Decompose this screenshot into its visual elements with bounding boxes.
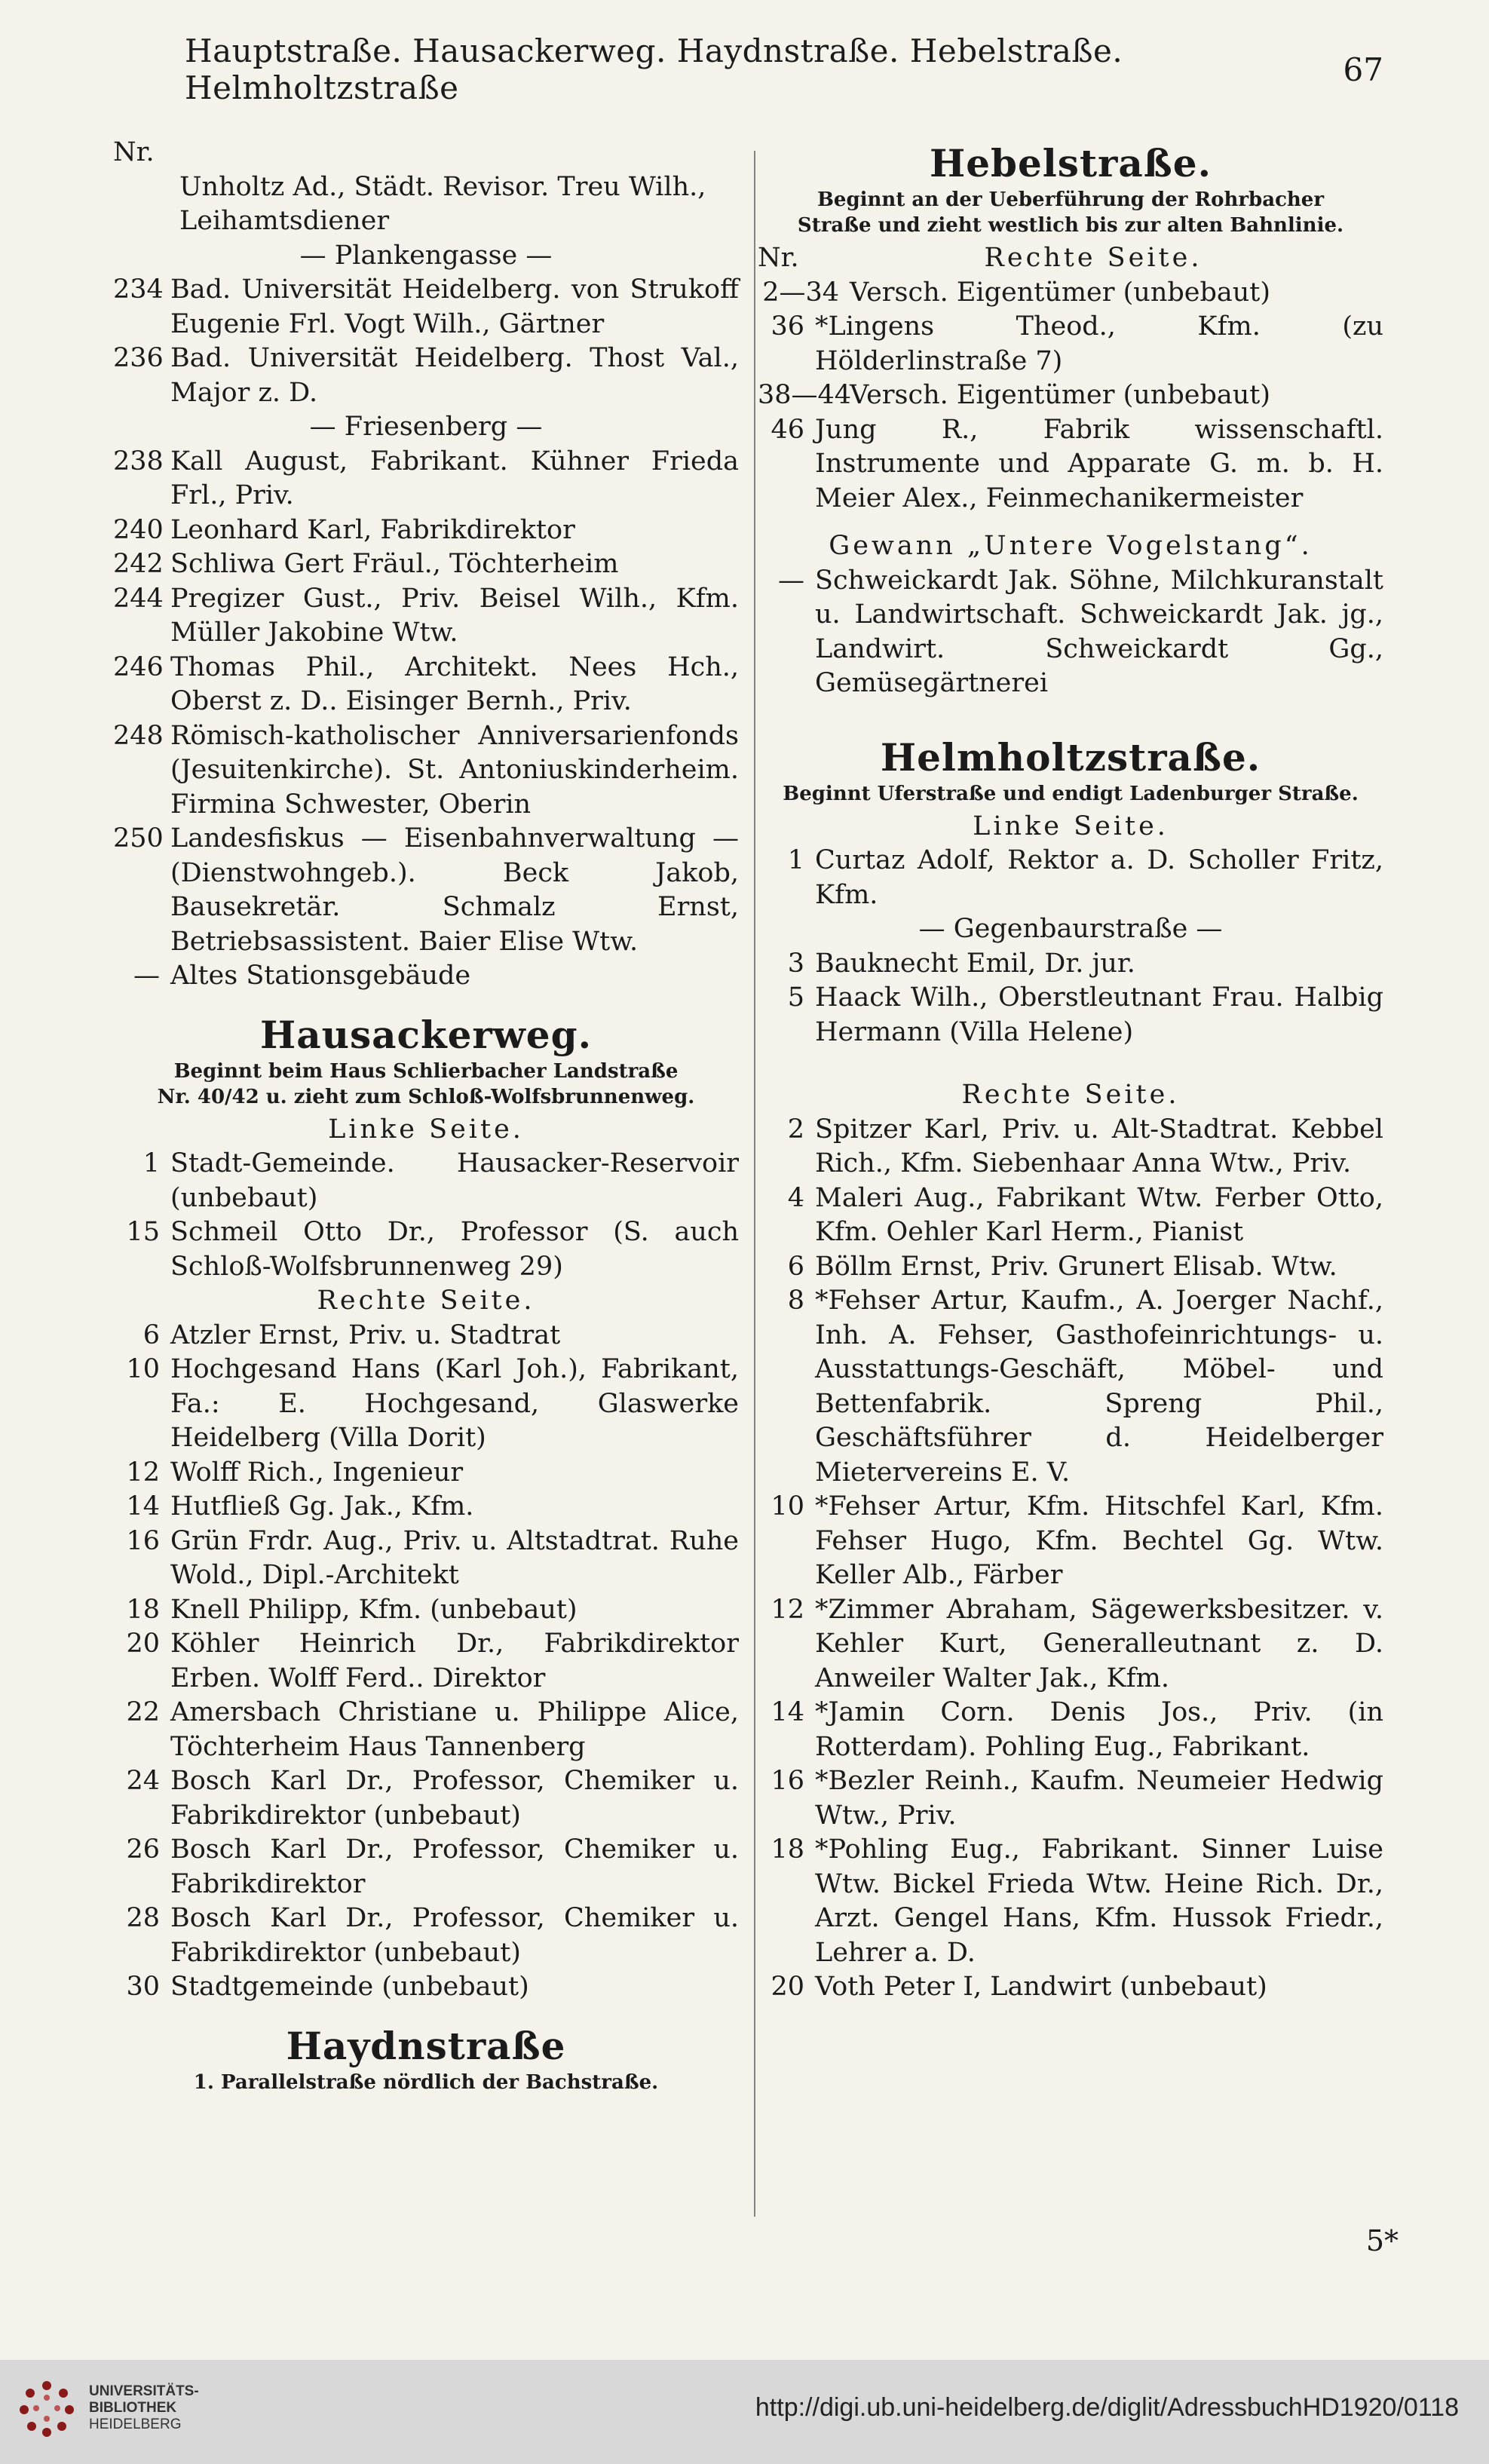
entry-30 (113, 1970, 739, 2005)
viewer-footer (0, 2360, 1489, 2464)
entry-18 (758, 1833, 1383, 1970)
entry-1 (113, 1147, 739, 1215)
library-name-line: UNIVERSITÄTS- (89, 2383, 199, 2399)
entry-text: Schweickardt Jak. Söhne, Milchkuranstalt u. Landwirtschaft. Schweickardt Jak. jg., Landwirt. Schweickardt Gg., Gemüsegärtnerei (815, 565, 1383, 698)
entry-38-44 (758, 378, 1383, 413)
entry-20 (113, 1627, 739, 1696)
entry-1 (758, 844, 1383, 912)
side-label: Rechte Seite. (984, 243, 1203, 273)
entry-10 (113, 1353, 739, 1456)
library-name-line: BIBLIOTHEK (89, 2400, 177, 2416)
cross-street: — Friesenberg — (309, 412, 543, 442)
entry-16 (113, 1525, 739, 1593)
entry-234 (113, 273, 739, 342)
entry-text: Stadtgemeinde (unbebaut) (170, 1972, 529, 2002)
entry-22 (113, 1696, 739, 1764)
house-number: 2 (787, 1114, 804, 1145)
entry-text: Jung R., Fabrik wissenschaftl. Instrumente und Apparate G. m. b. H. Meier Alex., Feinmechanikermeister (815, 414, 1383, 513)
entry-text: Atzler Ernst, Priv. u. Stadtrat (170, 1319, 561, 1350)
house-number: 12 (771, 1594, 804, 1625)
house-number: 2—34 (762, 277, 839, 308)
entry-text: Versch. Eigentümer (unbebaut) (850, 380, 1271, 410)
entry-4 (758, 1181, 1383, 1250)
entry-text: Schliwa Gert Fräul., Töchterheim (170, 549, 619, 579)
entry-12 (758, 1593, 1383, 1696)
entry-text: *Fehser Artur, Kaufm., A. Joerger Nachf., Inh. A. Fehser, Gasthofeinrichtungs- u. Ausstattungs-Geschäft, Möbel- und Bettenfabrik. Spreng Phil., Geschäftsführer d. Heidelberger Mietervereins E. V. (815, 1286, 1383, 1488)
library-name-line: HEIDELBERG (89, 2416, 182, 2432)
running-title: Hauptstraße. Hausackerweg. Haydnstraße. Hebelstraße. Helmholtzstraße (185, 32, 1123, 106)
entry-text: Hochgesand Hans (Karl Joh.), Fabrikant, Fa.: E. Hochgesand, Glaswerke Heidelberg (Villa Dorit) (170, 1354, 739, 1453)
house-number: 244 (113, 583, 164, 614)
entry-text: Stadt-Gemeinde. Hausacker-Reservoir (unbebaut) (170, 1148, 739, 1213)
library-logo-icon (17, 2378, 77, 2438)
house-number: 30 (126, 1972, 160, 2002)
entry-250 (113, 822, 739, 959)
cross-street: — Plankengasse — (299, 240, 553, 271)
entry-text: *Zimmer Abraham, Sägewerksbesitzer. v. Kehler Kurt, Generalleutnant z. D. Anweiler Walter Jak., Kfm. (815, 1594, 1383, 1693)
street-description: 1. Parallelstraße nördlich der Bachstraße. (193, 2070, 659, 2094)
entry-text: Haack Wilh., Oberstleutnant Frau. Halbig Hermann (Villa Helene) (815, 982, 1383, 1047)
nr-label: Nr. (758, 243, 799, 273)
house-number: 15 (126, 1217, 160, 1247)
entry-5 (758, 981, 1383, 1050)
side-label: Linke Seite. (973, 811, 1169, 841)
cross-street: — Gegenbaurstraße — (918, 914, 1223, 944)
entry-text: Altes Stationsgebäude (170, 961, 471, 991)
entry-10 (758, 1490, 1383, 1593)
entry-18 (113, 1593, 739, 1628)
entry-text: *Jamin Corn. Denis Jos., Priv. (in Rotterdam). Pohling Eug., Fabrikant. (815, 1697, 1383, 1762)
house-number: 248 (113, 720, 164, 751)
entry-2 (758, 1113, 1383, 1181)
house-number: 246 (113, 651, 164, 682)
house-number: 20 (126, 1629, 160, 1659)
street-heading-helmholtzstrasse: Helmholtzstraße. (880, 734, 1261, 780)
entry-text: Hutfließ Gg. Jak., Kfm. (170, 1491, 474, 1522)
house-number: 10 (771, 1491, 804, 1522)
entry-15 (113, 1215, 739, 1284)
house-number: 16 (126, 1525, 160, 1556)
house-number: 250 (113, 823, 164, 854)
entry-236 (113, 342, 739, 410)
continuation-line: Unholtz Ad., Städt. Revisor. Treu Wilh., (179, 171, 706, 202)
entry-6 (113, 1319, 739, 1353)
entry-text: Leonhard Karl, Fabrikdirektor (170, 514, 575, 545)
entry-text: Schmeil Otto Dr., Professor (S. auch Schloß-Wolfsbrunnenweg 29) (170, 1217, 739, 1282)
entry-text: *Lingens Theod., Kfm. (zu Hölderlinstraße 7) (815, 311, 1383, 376)
street-description: Straße und zieht westlich bis zur alten Bahnlinie. (797, 214, 1344, 237)
entry-text: Thomas Phil., Architekt. Nees Hch., Oberst z. D.. Eisinger Bernh., Priv. (170, 651, 739, 716)
entry-text: Böllm Ernst, Priv. Grunert Elisab. Wtw. (815, 1251, 1337, 1282)
street-heading-hebelstrasse: Hebelstraße. (929, 141, 1212, 185)
column-divider (754, 151, 755, 2217)
entry-text: Spitzer Karl, Priv. u. Alt-Stadtrat. Kebbel Rich., Kfm. Siebenhaar Anna Wtw., Priv. (815, 1114, 1383, 1178)
house-number: 36 (771, 311, 804, 342)
house-number: 8 (787, 1286, 804, 1316)
house-number: 1 (142, 1148, 160, 1178)
side-label: Rechte Seite. (317, 1286, 535, 1316)
house-number: 234 (113, 274, 164, 305)
entry-text: Bosch Karl Dr., Professor, Chemiker u. Fabrikdirektor (unbebaut) (170, 1766, 739, 1831)
signature-mark: 5* (1365, 2224, 1399, 2257)
entry-text: Bad. Universität Heidelberg. von Strukoff Eugenie Frl. Vogt Wilh., Gärtner (170, 274, 739, 339)
page-number: 67 (1343, 51, 1383, 88)
house-number: 6 (142, 1319, 160, 1350)
house-number: 10 (126, 1354, 160, 1384)
street-description: Beginnt an der Ueberführung der Rohrbacher (816, 188, 1325, 211)
house-number: 38—44 (758, 380, 852, 410)
house-number: 236 (113, 343, 164, 373)
entry-text: Maleri Aug., Fabrikant Wtw. Ferber Otto, Kfm. Oehler Karl Herm., Pianist (815, 1182, 1383, 1247)
entry-24 (113, 1764, 739, 1833)
house-number: 14 (771, 1697, 804, 1727)
house-number: — (778, 565, 804, 596)
page-header (185, 32, 1383, 106)
house-number: 240 (113, 514, 164, 545)
house-number: 28 (126, 1903, 160, 1933)
house-number: 5 (787, 982, 804, 1013)
entry-gewann (758, 564, 1383, 701)
house-number: 238 (113, 446, 164, 477)
entry-36 (758, 310, 1383, 378)
entry-8 (758, 1284, 1383, 1490)
entry-240 (113, 513, 739, 548)
entry-14 (758, 1696, 1383, 1764)
entry-text: Amersbach Christiane u. Philippe Alice, Töchterheim Haus Tannenberg (170, 1697, 739, 1762)
library-name (89, 2383, 199, 2433)
house-number: 24 (126, 1766, 160, 1796)
house-number: 14 (126, 1491, 160, 1522)
entry-246 (113, 651, 739, 719)
source-url-link[interactable]: http://digi.ub.uni-heidelberg.de/diglit/AdressbuchHD1920/0118 (755, 2393, 1459, 2422)
column-header-row (758, 241, 1383, 276)
entry-text: *Fehser Artur, Kfm. Hitschfel Karl, Kfm. Fehser Hugo, Kfm. Bechtel Gg. Wtw. Keller Alb., Färber (815, 1491, 1383, 1590)
house-number: 1 (787, 845, 804, 875)
side-label: Linke Seite. (328, 1114, 524, 1145)
house-number: 242 (113, 549, 164, 579)
house-number: 16 (771, 1766, 804, 1796)
entry-46 (758, 413, 1383, 516)
entry-text: Landesfiskus — Eisenbahnverwaltung — (Dienstwohngeb.). Beck Jakob, Bausekretär. Schmalz Ernst, Betriebsassistent. Baier Elise Wtw. (170, 823, 739, 957)
house-number: 3 (787, 948, 804, 979)
house-number: 18 (771, 1834, 804, 1865)
street-heading-hausackerweg: Hausackerweg. (259, 1012, 592, 1057)
street-description: Beginnt beim Haus Schlierbacher Landstraße (173, 1059, 679, 1083)
entry-text: Wolff Rich., Ingenieur (170, 1457, 464, 1488)
left-column (113, 136, 739, 2098)
right-column (758, 136, 1383, 2005)
entry-28 (113, 1902, 739, 1970)
entry-text: Kall August, Fabrikant. Kühner Frieda Frl., Priv. (170, 446, 739, 510)
entry-text: Köhler Heinrich Dr., Fabrikdirektor Erben. Wolff Ferd.. Direktor (170, 1629, 739, 1693)
entry-242 (113, 547, 739, 582)
entry-text: Voth Peter I, Landwirt (unbebaut) (815, 1972, 1267, 2002)
entry-12 (113, 1456, 739, 1491)
side-label: Rechte Seite. (961, 1080, 1180, 1110)
entry-altes (113, 959, 739, 994)
nr-label: Nr. (113, 137, 155, 167)
continuation-line: Leihamtsdiener (179, 206, 390, 236)
library-logo[interactable] (17, 2378, 199, 2438)
entry-text: *Pohling Eug., Fabrikant. Sinner Luise Wtw. Bickel Frieda Wtw. Heine Rich. Dr., Arzt. Gengel Hans, Kfm. Hussok Friedr., Lehrer a. D. (815, 1834, 1383, 1968)
entry-26 (113, 1833, 739, 1902)
entry-2-34 (758, 276, 1383, 311)
entry-text: Bosch Karl Dr., Professor, Chemiker u. Fabrikdirektor (unbebaut) (170, 1903, 739, 1968)
house-number: 26 (126, 1834, 160, 1865)
entry-text: Versch. Eigentümer (unbebaut) (850, 277, 1271, 308)
house-number: — (133, 961, 160, 991)
entry-text: Bosch Karl Dr., Professor, Chemiker u. Fabrikdirektor (170, 1834, 739, 1899)
entry-3 (758, 947, 1383, 982)
house-number: 12 (126, 1457, 160, 1488)
house-number: 46 (771, 414, 804, 445)
house-number: 4 (787, 1182, 804, 1213)
entry-244 (113, 582, 739, 651)
house-number: 18 (126, 1594, 160, 1625)
entry-14 (113, 1490, 739, 1525)
house-number: 22 (126, 1697, 160, 1727)
street-description: Nr. 40/42 u. zieht zum Schloß-Wolfsbrunnenweg. (157, 1085, 695, 1108)
entry-text: Bad. Universität Heidelberg. Thost Val., Major z. D. (170, 343, 739, 408)
entry-text: Pregizer Gust., Priv. Beisel Wilh., Kfm. Müller Jakobine Wtw. (170, 583, 739, 648)
entry-text: *Bezler Reinh., Kaufm. Neumeier Hedwig Wtw., Priv. (815, 1766, 1383, 1831)
entry-text: Bauknecht Emil, Dr. jur. (815, 948, 1135, 979)
entry-text: Grün Frdr. Aug., Priv. u. Altstadtrat. Ruhe Wold., Dipl.-Architekt (170, 1525, 739, 1590)
entry-238 (113, 445, 739, 513)
street-description: Beginnt Uferstraße und endigt Ladenburger Straße. (783, 782, 1359, 805)
gewann-label: Gewann „Untere Vogelstang“. (829, 531, 1313, 561)
street-heading-haydnstrasse: Haydnstraße (286, 2023, 566, 2068)
entry-6 (758, 1250, 1383, 1285)
entry-text: Curtaz Adolf, Rektor a. D. Scholler Fritz, Kfm. (815, 845, 1383, 910)
house-number: 6 (787, 1251, 804, 1282)
house-number: 20 (771, 1972, 804, 2002)
entry-text: Knell Philipp, Kfm. (unbebaut) (170, 1594, 578, 1625)
entry-248 (113, 719, 739, 823)
entry-20 (758, 1970, 1383, 2005)
entry-text: Römisch-katholischer Anniversarienfonds (Jesuitenkirche). St. Antoniuskinderheim. Firmina Schwester, Oberin (170, 720, 739, 820)
entry-16 (758, 1764, 1383, 1833)
